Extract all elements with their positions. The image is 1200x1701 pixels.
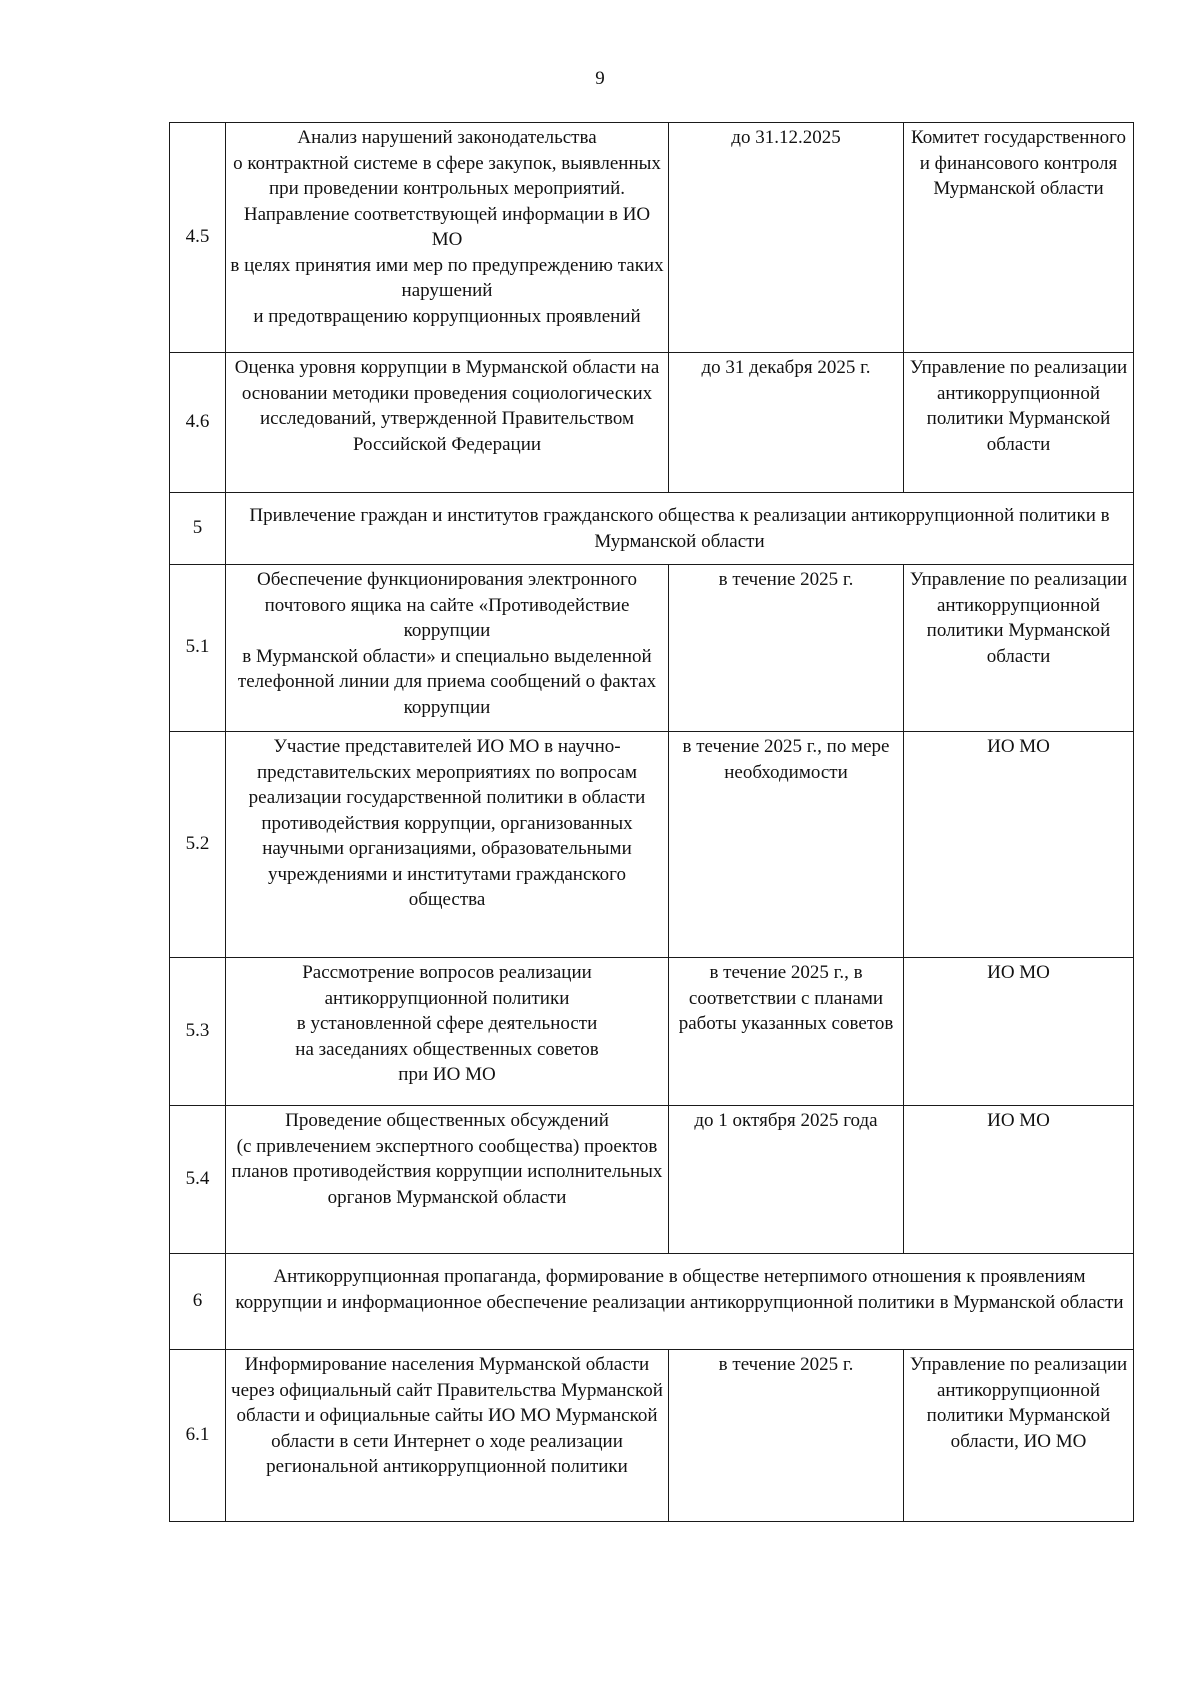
table-row [170,123,1134,353]
page-number: 9 [595,68,605,89]
item-number: 5.2 [170,732,226,958]
measure-text [226,565,669,732]
deadline: до 31 декабря 2025 г. [669,353,904,493]
measure-text [226,1106,669,1254]
measure-text: Оценка уровня коррупции в Мурманской области на основании методики проведения социологических исследований, утвержденной Правительством Российской Федерации [226,353,669,493]
measure-text: Участие представителей ИО МО в научно-представительских мероприятиях по вопросам реализации государственной политики в области противодействия коррупции, организованных научными организациями, образовательными учреждениями и институтами гражданского общества [226,732,669,958]
deadline: до 1 октября 2025 года [669,1106,904,1254]
item-number: 4.6 [170,353,226,493]
deadline: в течение 2025 г. [669,565,904,732]
measure-text-content: Проведение общественных обсуждений (с привлечением экспертного сообщества) проектов планов противодействия коррупции исполнительных органов Мурманской области [231,1110,663,1208]
item-number: 6.1 [170,1350,226,1522]
section-number: 6 [170,1254,226,1350]
item-number: 5.4 [170,1106,226,1254]
deadline: в течение 2025 г., в соответствии с планами работы указанных советов [669,958,904,1106]
measure-text [226,958,669,1106]
measure-text-content: Рассмотрение вопросов реализации антикоррупционной политики в установленной сфере деятельности на заседаниях общественных советов при ИО МО [295,962,599,1085]
responsible: Управление по реализации антикоррупционной политики Мурманской области [904,353,1134,493]
responsible: ИО МО [904,1106,1134,1254]
table-row [170,1106,1134,1254]
responsible: Управление по реализации антикоррупционной политики Мурманской области [904,565,1134,732]
responsible: Комитет государственного и финансового контроля Мурманской области [904,123,1134,353]
section-row [170,1254,1134,1350]
table-row [170,1350,1134,1522]
table-row [170,958,1134,1106]
deadline: в течение 2025 г. [669,1350,904,1522]
table-row [170,353,1134,493]
table-row [170,565,1134,732]
deadline: в течение 2025 г., по мере необходимости [669,732,904,958]
responsible: ИО МО [904,958,1134,1106]
section-number: 5 [170,493,226,565]
measure-text-content: Обеспечение функционирования электронного почтового ящика на сайте «Противодействие коррупции в Мурманской области» и специально выделенной телефонной линии для приема сообщений о фактах коррупции [237,569,657,718]
item-number: 5.1 [170,565,226,732]
responsible: Управление по реализации антикоррупционной политики Мурманской области, ИО МО [904,1350,1134,1522]
measures-table [169,122,1134,1522]
deadline: до 31.12.2025 [669,123,904,353]
item-number: 4.5 [170,123,226,353]
measure-text: Информирование населения Мурманской области через официальный сайт Правительства Мурманской области и официальные сайты ИО МО Мурманской области в сети Интернет о ходе реализации региональной антикоррупционной политики [226,1350,669,1522]
item-number: 5.3 [170,958,226,1106]
section-row [170,493,1134,565]
measure-text [226,123,669,353]
section-title: Привлечение граждан и институтов гражданского общества к реализации антикоррупционной политики в Мурманской области [226,493,1134,565]
section-title: Антикоррупционная пропаганда, формирование в обществе нетерпимого отношения к проявлениям коррупции и информационное обеспечение реализации антикоррупционной политики в Мурманской области [226,1254,1134,1350]
responsible: ИО МО [904,732,1134,958]
measure-text-content: Анализ нарушений законодательства о контрактной системе в сфере закупок, выявленных при проведении контрольных мероприятий. Направление соответствующей информации в ИО МО в целях принятия ими мер по предупреждению таких нарушений и предотвращению коррупционных проявлений [230,127,664,327]
table-row [170,732,1134,958]
